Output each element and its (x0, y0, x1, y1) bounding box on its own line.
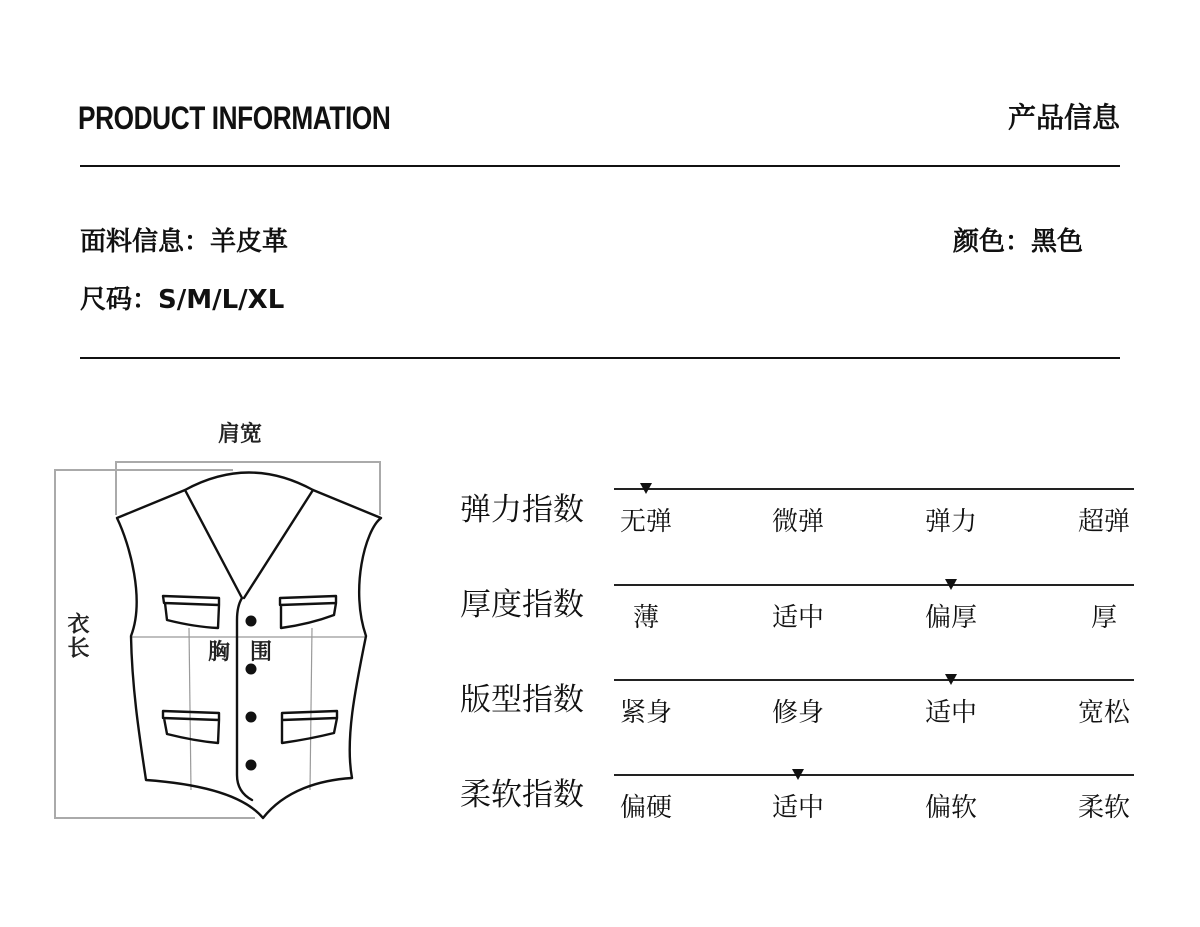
elasticity-index-label: 弹力指数 (460, 492, 584, 528)
garment-length-label: 衣长 (64, 612, 89, 660)
fabric-label: 面料信息： (80, 227, 211, 257)
fabric-info (80, 224, 288, 260)
left-seam-line (189, 628, 191, 790)
softness-index-label: 柔软指数 (460, 777, 584, 813)
selected-marker (792, 769, 804, 780)
right-seam-line (310, 628, 312, 790)
scale-option: 偏厚 (924, 603, 978, 633)
softness-index-scale (614, 765, 1134, 829)
button (246, 664, 257, 675)
scale-option: 适中 (924, 698, 978, 728)
button (246, 616, 257, 627)
color-info (953, 224, 1083, 260)
color-value: 黑色 (1031, 227, 1084, 257)
scale-option: 偏软 (924, 793, 978, 823)
title-en: PRODUCT INFORMATION (78, 100, 391, 136)
scale-option: 薄 (632, 603, 660, 633)
elasticity-index-scale (614, 479, 1134, 543)
size-value: S/M/L/XL (158, 285, 285, 315)
pocket-lower-right (282, 711, 337, 743)
scale-option: 紧身 (619, 698, 673, 728)
scale-option: 厚 (1090, 603, 1118, 633)
scale-option: 宽松 (1077, 698, 1131, 728)
size-info (80, 282, 284, 318)
scale-option: 适中 (771, 603, 825, 633)
scale-option: 微弹 (771, 507, 825, 537)
scale-track (614, 488, 1134, 490)
color-label: 颜色： (953, 227, 1032, 257)
fabric-value: 羊皮革 (210, 227, 289, 257)
pocket-lower-left (163, 711, 219, 743)
scale-track (614, 584, 1134, 586)
selected-marker (945, 579, 957, 590)
scale-option: 超弹 (1077, 507, 1131, 537)
fit-index-label: 版型指数 (460, 682, 584, 718)
selected-marker (945, 674, 957, 685)
scale-track (614, 679, 1134, 681)
thickness-index-label: 厚度指数 (460, 587, 584, 623)
scale-option: 偏硬 (619, 793, 673, 823)
scale-option: 柔软 (1077, 793, 1131, 823)
right-lapel (244, 490, 313, 598)
title-cn: 产品信息 (1007, 101, 1120, 134)
divider (80, 165, 1120, 167)
fit-index-scale (614, 670, 1134, 734)
scale-option: 适中 (771, 793, 825, 823)
button (246, 760, 257, 771)
scale-track (614, 774, 1134, 776)
pocket-upper-right (280, 596, 336, 628)
button (246, 712, 257, 723)
shoulder-width-label: 肩宽 (218, 422, 263, 447)
selected-marker (640, 483, 652, 494)
thickness-index-scale (614, 575, 1134, 639)
divider (80, 357, 1120, 359)
pocket-upper-left (163, 596, 219, 628)
size-label: 尺码： (80, 285, 159, 315)
scale-option: 修身 (771, 698, 825, 728)
scale-option: 弹力 (924, 507, 978, 537)
chest-label: 胸围 (208, 640, 293, 665)
scale-option: 无弹 (619, 507, 673, 537)
